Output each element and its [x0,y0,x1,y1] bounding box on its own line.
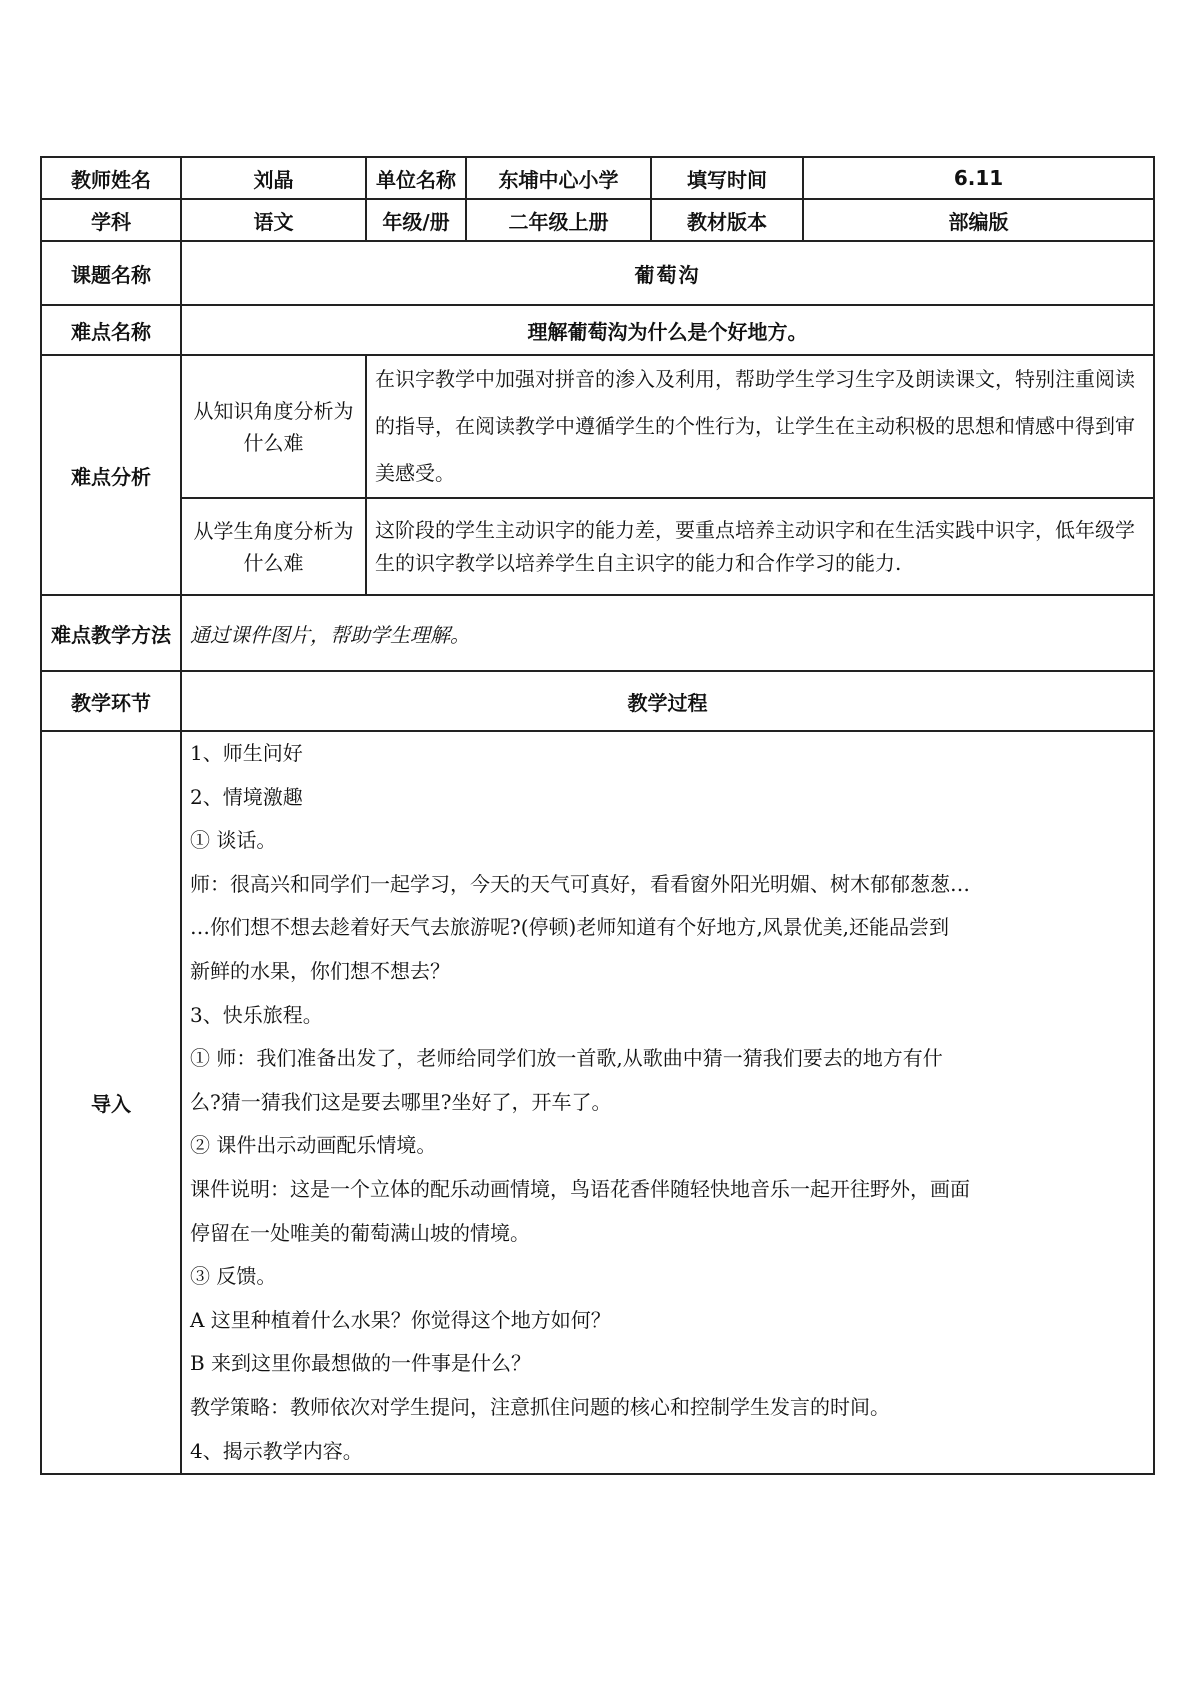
student-label: 从学生角度分析为什么难 [181,498,366,595]
grade-value: 二年级上册 [466,199,651,241]
edition-value: 部编版 [803,199,1154,241]
unit-name: 东埔中心小学 [466,157,651,199]
difficulty-label: 难点名称 [41,305,181,355]
teacher-label: 教师姓名 [41,157,181,199]
teacher-name: 刘晶 [181,157,366,199]
lesson-line: A 这里种植着什么水果？你觉得这个地方如何？ [190,1307,611,1332]
lesson-body [181,731,1154,1474]
lesson-line: 1、师生问好 [190,741,303,765]
topic-label: 课题名称 [41,241,181,305]
lesson-line: ① 谈话。 [190,828,277,853]
lesson-line: 3、快乐旅程。 [190,1002,323,1027]
subject-value: 语文 [181,199,366,241]
difficulty-row [41,305,1154,355]
topic-row [41,241,1154,305]
grade-label: 年级/册 [366,199,466,241]
lesson-line: 师：很高兴和同学们一起学习，今天的天气可真好，看看窗外阳光明媚、树木郁郁葱葱… [190,871,970,896]
lesson-line: 4、揭示教学内容。 [190,1438,363,1463]
student-text: 这阶段的学生主动识字的能力差，要重点培养主动识字和在生活实践中识字，低年级学生的识字教学以培养学生自主识字的能力和合作学习的能力. [366,498,1154,595]
subject-label: 学科 [41,199,181,241]
lesson-line: 新鲜的水果，你们想不想去？ [190,958,450,983]
lesson-line: …你们想不想去趁着好天气去旅游呢?(停顿)老师知道有个好地方,风景优美,还能品尝到 [190,915,950,940]
lesson-row [41,731,1154,1474]
method-row [41,595,1154,671]
lesson-line: B 来到这里你最想做的一件事是什么？ [190,1351,532,1376]
process-header: 教学过程 [181,671,1154,731]
lesson-line: ② 课件出示动画配乐情境。 [190,1133,437,1158]
date-label: 填写时间 [651,157,803,199]
unit-label: 单位名称 [366,157,466,199]
method-label: 难点教学方法 [41,595,181,671]
analysis-row-knowledge [41,355,1154,498]
analysis-label: 难点分析 [41,355,181,595]
stage-header: 教学环节 [41,671,181,731]
header-row-2 [41,199,1154,241]
knowledge-text: 在识字教学中加强对拼音的渗入及利用，帮助学生学习生字及朗读课文，特别注重阅读的指导，在阅读教学中遵循学生的个性行为，让学生在主动积极的思想和情感中得到审美感受。 [366,355,1154,498]
difficulty-value: 理解葡萄沟为什么是个好地方。 [181,305,1154,355]
analysis-row-student [41,498,1154,595]
knowledge-label: 从知识角度分析为什么难 [181,355,366,498]
process-header-row [41,671,1154,731]
lesson-line: 么?猜一猜我们这是要去哪里?坐好了，开车了。 [190,1089,612,1114]
header-row-1 [41,157,1154,199]
method-value: 通过课件图片，帮助学生理解。 [181,595,1154,671]
lesson-line: 停留在一处唯美的葡萄满山坡的情境。 [190,1220,530,1245]
page-title: 葡萄沟 [181,241,1154,305]
lesson-line: ① 师：我们准备出发了，老师给同学们放一首歌,从歌曲中猜一猜我们要去的地方有什 [190,1046,943,1071]
lesson-line: 课件说明：这是一个立体的配乐动画情境，鸟语花香伴随轻快地音乐一起开往野外，画面 [190,1176,970,1201]
lesson-line: ③ 反馈。 [190,1264,277,1289]
lesson-line: 教学策略：教师依次对学生提问，注意抓住问题的核心和控制学生发言的时间。 [190,1394,890,1419]
date-value: 6.11 [803,157,1154,199]
edition-label: 教材版本 [651,199,803,241]
stage-name: 导入 [41,731,181,1474]
lesson-line: 2、情境激趣 [190,784,303,809]
lesson-plan-table [40,156,1155,1475]
